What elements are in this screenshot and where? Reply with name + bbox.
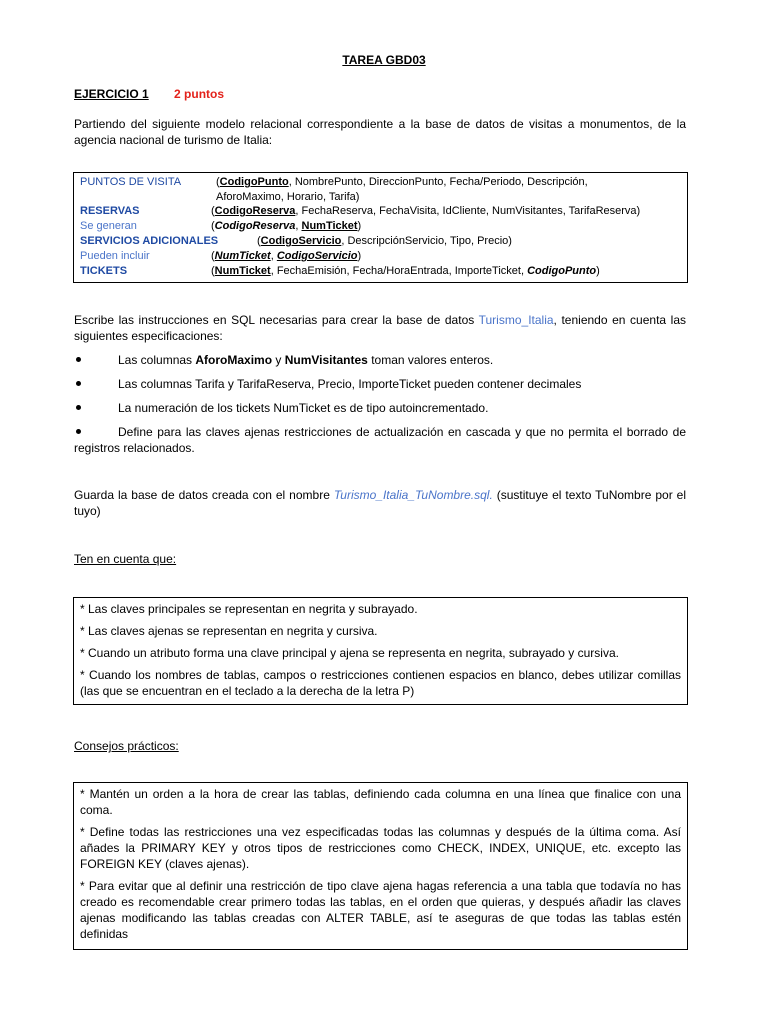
exercise-label: EJERCICIO 1 bbox=[74, 87, 149, 101]
bullet-item-4: Define para las claves ajenas restricciones de actualización en cascada y que no permita el borrado de registros relacionados. bbox=[74, 425, 686, 455]
table-def-servicios: (CodigoServicio, DescripciónServicio, Tipo, Precio) bbox=[257, 235, 512, 247]
bullet-item-3: La numeración de los tickets NumTicket es de tipo autoincrementado. bbox=[118, 401, 489, 415]
pkfk-codigoservicio: CodigoServicio bbox=[276, 250, 358, 262]
pkfk-numticket: NumTicket bbox=[214, 250, 271, 262]
database-name: Turismo_Italia bbox=[478, 313, 554, 327]
exercise-heading bbox=[74, 86, 224, 102]
intro-paragraph: Partiendo del siguiente modelo relacional correspondiente a la base de datos de visitas a monumentos, de la agencia nacional de turismo de Italia: bbox=[74, 117, 686, 147]
table-def-puntos: (CodigoPunto, NombrePunto, DireccionPunto, Fecha/Periodo, Descripción, bbox=[216, 176, 588, 188]
table-name-puntos: PUNTOS DE VISITA bbox=[80, 176, 182, 188]
pk-codigoservicio: CodigoServicio bbox=[260, 235, 342, 247]
table-def-reservas: (CodigoReserva, FechaReserva, FechaVisita, IdCliente, NumVisitantes, TarifaReserva) bbox=[211, 205, 641, 217]
document-title: TAREA GBD03 bbox=[342, 53, 426, 67]
notes-box bbox=[73, 597, 688, 705]
note-item: * Cuando un atributo forma una clave principal y ajena se representa en negrita, subrayado y cursiva. bbox=[80, 646, 619, 660]
note-item: * Cuando los nombres de tablas, campos o restricciones contienen espacios en blanco, debes utilizar comillas (las que se encuentran en el teclado a la derecha de la letra P) bbox=[80, 668, 681, 698]
bullet-dot bbox=[76, 381, 81, 386]
tip-item: * Define todas las restricciones una vez especificadas todas las columnas y después de la última coma. Así añades la PRIMARY KEY y otros tipos de restricciones como CHECK, INDEX, UNIQUE, etc. excepto las FOREIGN KEY (claves ajenas). bbox=[80, 825, 681, 871]
table-name-servicios: SERVICIOS ADICIONALES bbox=[80, 235, 219, 247]
pk-codigoreserva: CodigoReserva bbox=[214, 205, 296, 217]
tip-item: * Mantén un orden a la hora de crear las tablas, definiendo cada columna en una línea que finalice con una coma. bbox=[80, 787, 681, 817]
table-def-tickets: (NumTicket, FechaEmisión, Fecha/HoraEntrada, ImporteTicket, CodigoPunto) bbox=[211, 265, 600, 277]
instructions-paragraph: Escribe las instrucciones en SQL necesarias para crear la base de datos Turismo_Italia, teniendo en cuenta las siguientes especificaciones: bbox=[74, 313, 686, 343]
bullet-dot bbox=[76, 405, 81, 410]
tips-box bbox=[73, 782, 688, 950]
notes-heading: Ten en cuenta que: bbox=[74, 552, 177, 566]
note-item: * Las claves ajenas se representan en negrita y cursiva. bbox=[80, 624, 378, 638]
bullet-dot bbox=[76, 357, 81, 362]
fk-codigoreserva: CodigoReserva bbox=[214, 220, 296, 232]
table-def-pueden-incluir: (NumTicket, CodigoServicio) bbox=[211, 250, 362, 262]
table-name-reservas: RESERVAS bbox=[80, 205, 140, 217]
bullet-item-1: Las columnas AforoMaximo y NumVisitantes toman valores enteros. bbox=[118, 353, 494, 367]
pk-numticket-tickets: NumTicket bbox=[214, 265, 271, 277]
pk-codigopunto: CodigoPunto bbox=[219, 176, 289, 188]
tips-heading: Consejos prácticos: bbox=[74, 739, 179, 753]
schema-box bbox=[73, 172, 688, 283]
save-paragraph: Guarda la base de datos creada con el nombre Turismo_Italia_TuNombre.sql. (sustituye el texto TuNombre por el tuyo) bbox=[74, 488, 686, 518]
pk-numticket: NumTicket bbox=[301, 220, 358, 232]
table-name-tickets: TICKETS bbox=[80, 265, 128, 277]
fk-codigopunto: CodigoPunto bbox=[527, 265, 597, 277]
bullet-item-2: Las columnas Tarifa y TarifaReserva, Precio, ImporteTicket pueden contener decimales bbox=[118, 377, 582, 391]
table-def-se-generan: (CodigoReserva, NumTicket) bbox=[211, 220, 362, 232]
file-name: Turismo_Italia_TuNombre.sql. bbox=[333, 488, 493, 502]
exercise-points: 2 puntos bbox=[174, 87, 225, 101]
table-name-se-generan: Se generan bbox=[80, 220, 137, 232]
note-item: * Las claves principales se representan en negrita y subrayado. bbox=[80, 602, 418, 616]
table-name-pueden-incluir: Pueden incluir bbox=[80, 250, 150, 262]
table-def-puntos-cont: AforoMaximo, Horario, Tarifa) bbox=[216, 191, 360, 203]
tip-item: * Para evitar que al definir una restricción de tipo clave ajena hagas referencia a una tabla que todavía no has creado es recomendable crear primero todas las tablas, en el orden que quieras, y después añadir las claves ajenas modificando las tablas creadas con ALTER TABLE, así te aseguras de que todas las tablas estén definidas bbox=[80, 879, 681, 941]
